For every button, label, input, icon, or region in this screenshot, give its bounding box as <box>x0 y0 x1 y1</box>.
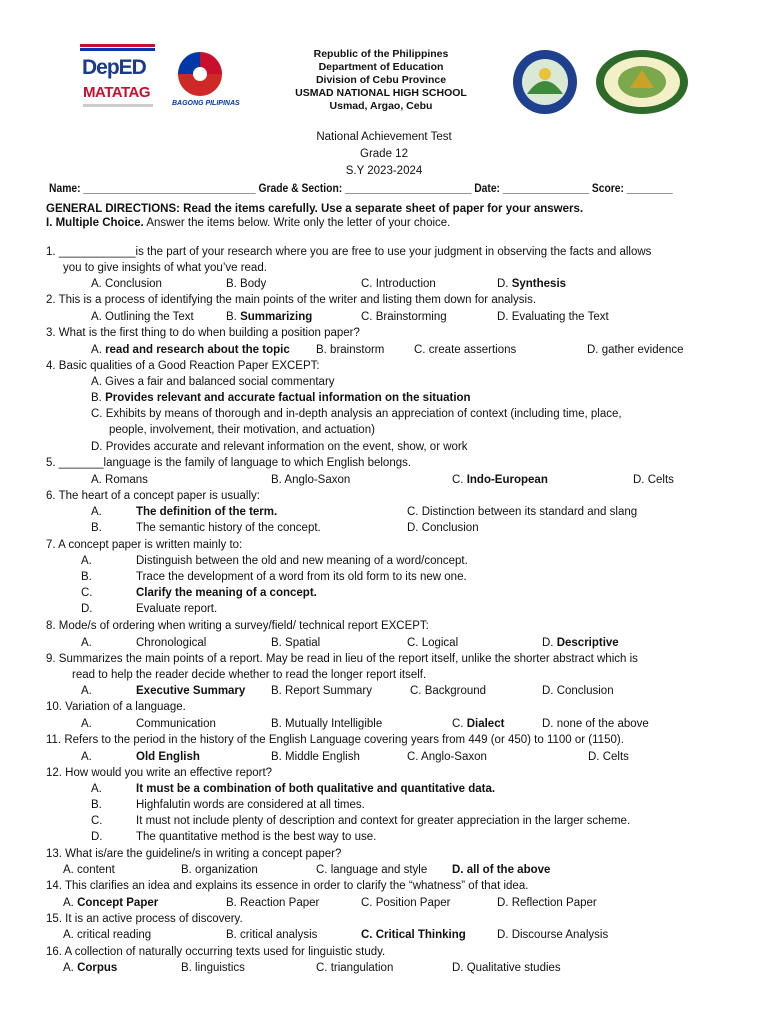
q3-option-c: C. create assertions <box>414 344 517 356</box>
q4-option-a: A. Gives a fair and balanced social commentary <box>91 376 335 388</box>
q11-option-a: Old English <box>136 751 200 763</box>
q15-option-c: C. Critical Thinking <box>361 929 466 941</box>
q6-option-a-letter: A. <box>91 506 102 518</box>
q2-option-d: D. Evaluating the Text <box>497 311 609 323</box>
q4-stem: 4. Basic qualities of a Good Reaction Paper EXCEPT: <box>46 360 320 372</box>
q15-stem: 15. It is an active process of discovery. <box>46 913 243 925</box>
q2-stem: 2. This is a process of identifying the main points of the writer and listing them down for analysis. <box>46 294 537 306</box>
mc-text: Answer the items below. Write only the letter of your choice. <box>143 217 451 229</box>
q7-option-a-letter: A. <box>81 555 92 567</box>
q10-option-b: B. Mutually Intelligible <box>271 718 383 730</box>
q12-option-d-letter: D. <box>91 831 103 843</box>
q3-option-b: B. brainstorm <box>316 344 385 356</box>
q13-option-a: A. content <box>63 864 115 876</box>
q11-option-a-letter: A. <box>81 751 92 763</box>
q6-option-b-letter: B. <box>91 522 102 534</box>
general-directions: GENERAL DIRECTIONS: Read the items carefully. Use a separate sheet of paper for your answers. <box>46 203 584 215</box>
q15-option-a: A. critical reading <box>63 929 152 941</box>
q9-option-a-letter: A. <box>81 685 92 697</box>
q7-option-d: Evaluate report. <box>136 603 218 615</box>
q7-option-a: Distinguish between the old and new meaning of a word/concept. <box>136 555 468 567</box>
q7-stem: 7. A concept paper is written mainly to: <box>46 539 243 551</box>
q1-option-d: D. Synthesis <box>497 278 567 290</box>
q8-option-a-letter: A. <box>81 637 92 649</box>
q9-option-c: C. Background <box>410 685 487 697</box>
bagong-pilipinas-wordmark: BAGONG PILIPINAS <box>172 100 240 107</box>
q5-stem: 5. _______language is the family of language to which English belongs. <box>46 457 412 469</box>
q8-option-a: Chronological <box>136 637 207 649</box>
school-year: S.Y 2023-2024 <box>345 165 423 177</box>
q12-option-c: It must not include plenty of description and context for greater appreciation in the larger scheme. <box>136 815 631 827</box>
q10-option-d: D. none of the above <box>542 718 649 730</box>
q13-option-c: C. language and style <box>316 864 428 876</box>
seal-icon <box>505 48 585 116</box>
q14-option-d: D. Reflection Paper <box>497 897 597 909</box>
q10-stem: 10. Variation of a language. <box>46 701 186 713</box>
letterhead-line-3: Division of Cebu Province <box>315 74 447 86</box>
q12-option-d: The quantitative method is the best way to use. <box>136 831 377 843</box>
q13-option-b: B. organization <box>181 864 258 876</box>
q15-option-d: D. Discourse Analysis <box>497 929 609 941</box>
q6-option-a: The definition of the term. <box>136 506 278 518</box>
letterhead-line-4: USMAD NATIONAL HIGH SCHOOL <box>295 87 467 99</box>
q1-stem: 1. ____________is the part of your research where you are free to use your judgment in observing the facts and allows <box>46 246 652 258</box>
q11-option-c: C. Anglo-Saxon <box>407 751 487 763</box>
q12-option-c-letter: C. <box>91 815 103 827</box>
mc-directions <box>46 215 450 231</box>
q12-option-b: Highfalutin words are considered at all times. <box>136 799 365 811</box>
q7-option-b: Trace the development of a word from its old form to its new one. <box>136 571 467 583</box>
q1-stem-cont: you to give insights of what you’ve read. <box>63 262 267 274</box>
q9-stem-cont: read to help the reader decide whether to read the longer report itself. <box>72 669 427 681</box>
q3-stem: 3. What is the first thing to do when building a position paper? <box>46 327 360 339</box>
q6-option-b: The semantic history of the concept. <box>136 522 321 534</box>
deped-wordmark: DepED <box>82 56 146 79</box>
q4-option-c-cont: people, involvement, their motivation, and actuation) <box>109 424 375 436</box>
q5-option-a: A. Romans <box>91 474 148 486</box>
q8-option-b: B. Spatial <box>271 637 321 649</box>
q12-option-b-letter: B. <box>91 799 102 811</box>
q12-option-a: It must be a combination of both qualitative and quantitative data. <box>136 783 496 795</box>
q9-option-a: Executive Summary <box>136 685 246 697</box>
cebu-division-seal <box>505 48 585 116</box>
q11-option-d: D. Celts <box>588 751 629 763</box>
q14-option-a: A. Concept Paper <box>63 897 159 909</box>
student-info-line: Name: ______________________________ Grade & Section: ______________________ Date: _______________ Score: ________ <box>49 181 673 195</box>
q13-stem: 13. What is/are the guideline/s in writing a concept paper? <box>46 848 342 860</box>
q6-stem: 6. The heart of a concept paper is usually: <box>46 490 260 502</box>
q16-stem: 16. A collection of naturally occurring texts used for linguistic study. <box>46 946 386 958</box>
q7-option-b-letter: B. <box>81 571 92 583</box>
q6-option-c: C. Distinction between its standard and slang <box>407 506 638 518</box>
q5-option-d: D. Celts <box>633 474 674 486</box>
q1-option-c: C. Introduction <box>361 278 436 290</box>
q16-option-a: A. Corpus <box>63 962 118 974</box>
q16-option-b: B. linguistics <box>181 962 245 974</box>
school-seal-icon <box>594 48 690 116</box>
q12-option-a-letter: A. <box>91 783 102 795</box>
q11-stem: 11. Refers to the period in the history of the English Language covering years from 449 (or 450) to 1100 or (1150). <box>46 734 624 746</box>
q3-option-d: D. gather evidence <box>587 344 684 356</box>
q4-option-c: C. Exhibits by means of thorough and in-depth analysis an appreciation of context (including time, place, <box>91 408 622 420</box>
q12-stem: 12. How would you write an effective report? <box>46 767 273 779</box>
q3-option-a: A. read and research about the topic <box>91 344 290 356</box>
q16-option-d: D. Qualitative studies <box>452 962 561 974</box>
q10-option-a: Communication <box>136 718 216 730</box>
q13-option-d: D. all of the above <box>452 864 551 876</box>
q14-stem: 14. This clarifies an idea and explains its essence in order to clarify the “whatness” of that idea. <box>46 880 529 892</box>
q8-option-c: C. Logical <box>407 637 459 649</box>
school-seal <box>594 48 690 116</box>
q9-option-d: D. Conclusion <box>542 685 614 697</box>
q15-option-b: B. critical analysis <box>226 929 318 941</box>
q14-option-c: C. Position Paper <box>361 897 451 909</box>
q4-option-b: B. Provides relevant and accurate factual information on the situation <box>91 392 471 404</box>
q10-option-a-letter: A. <box>81 718 92 730</box>
q7-option-c: Clarify the meaning of a concept. <box>136 587 317 599</box>
q7-option-c-letter: C. <box>81 587 93 599</box>
q6-option-d: D. Conclusion <box>407 522 479 534</box>
q1-option-b: B. Body <box>226 278 267 290</box>
q10-option-c: C. Dialect <box>452 718 505 730</box>
q2-option-c: C. Brainstorming <box>361 311 447 323</box>
q11-option-b: B. Middle English <box>271 751 360 763</box>
q14-option-b: B. Reaction Paper <box>226 897 320 909</box>
q8-stem: 8. Mode/s of ordering when writing a survey/field/ technical report EXCEPT: <box>46 620 429 632</box>
q8-option-d: D. Descriptive <box>542 637 619 649</box>
q2-option-b: B. Summarizing <box>226 311 313 323</box>
letterhead-line-5: Usmad, Argao, Cebu <box>329 100 433 112</box>
q1-option-a: A. Conclusion <box>91 278 162 290</box>
test-grade: Grade 12 <box>360 148 408 160</box>
q4-option-d: D. Provides accurate and relevant information on the event, show, or work <box>91 441 468 453</box>
q9-stem: 9. Summarizes the main points of a report. May be read in lieu of the report itself, unlike the shorter abstract which is <box>46 653 638 665</box>
matatag-wordmark: MATATAG <box>83 84 151 101</box>
q9-option-b: B. Report Summary <box>271 685 372 697</box>
q16-option-c: C. triangulation <box>316 962 394 974</box>
q5-option-c: C. Indo-European <box>452 474 548 486</box>
q5-option-b: B. Anglo-Saxon <box>271 474 351 486</box>
letterhead-line-2: Department of Education <box>318 61 444 73</box>
test-title: National Achievement Test <box>316 131 452 143</box>
q2-option-a: A. Outlining the Text <box>91 311 194 323</box>
q7-option-d-letter: D. <box>81 603 93 615</box>
letterhead-line-1: Republic of the Philippines <box>313 48 449 60</box>
mc-heading: I. Multiple Choice. <box>46 217 144 229</box>
